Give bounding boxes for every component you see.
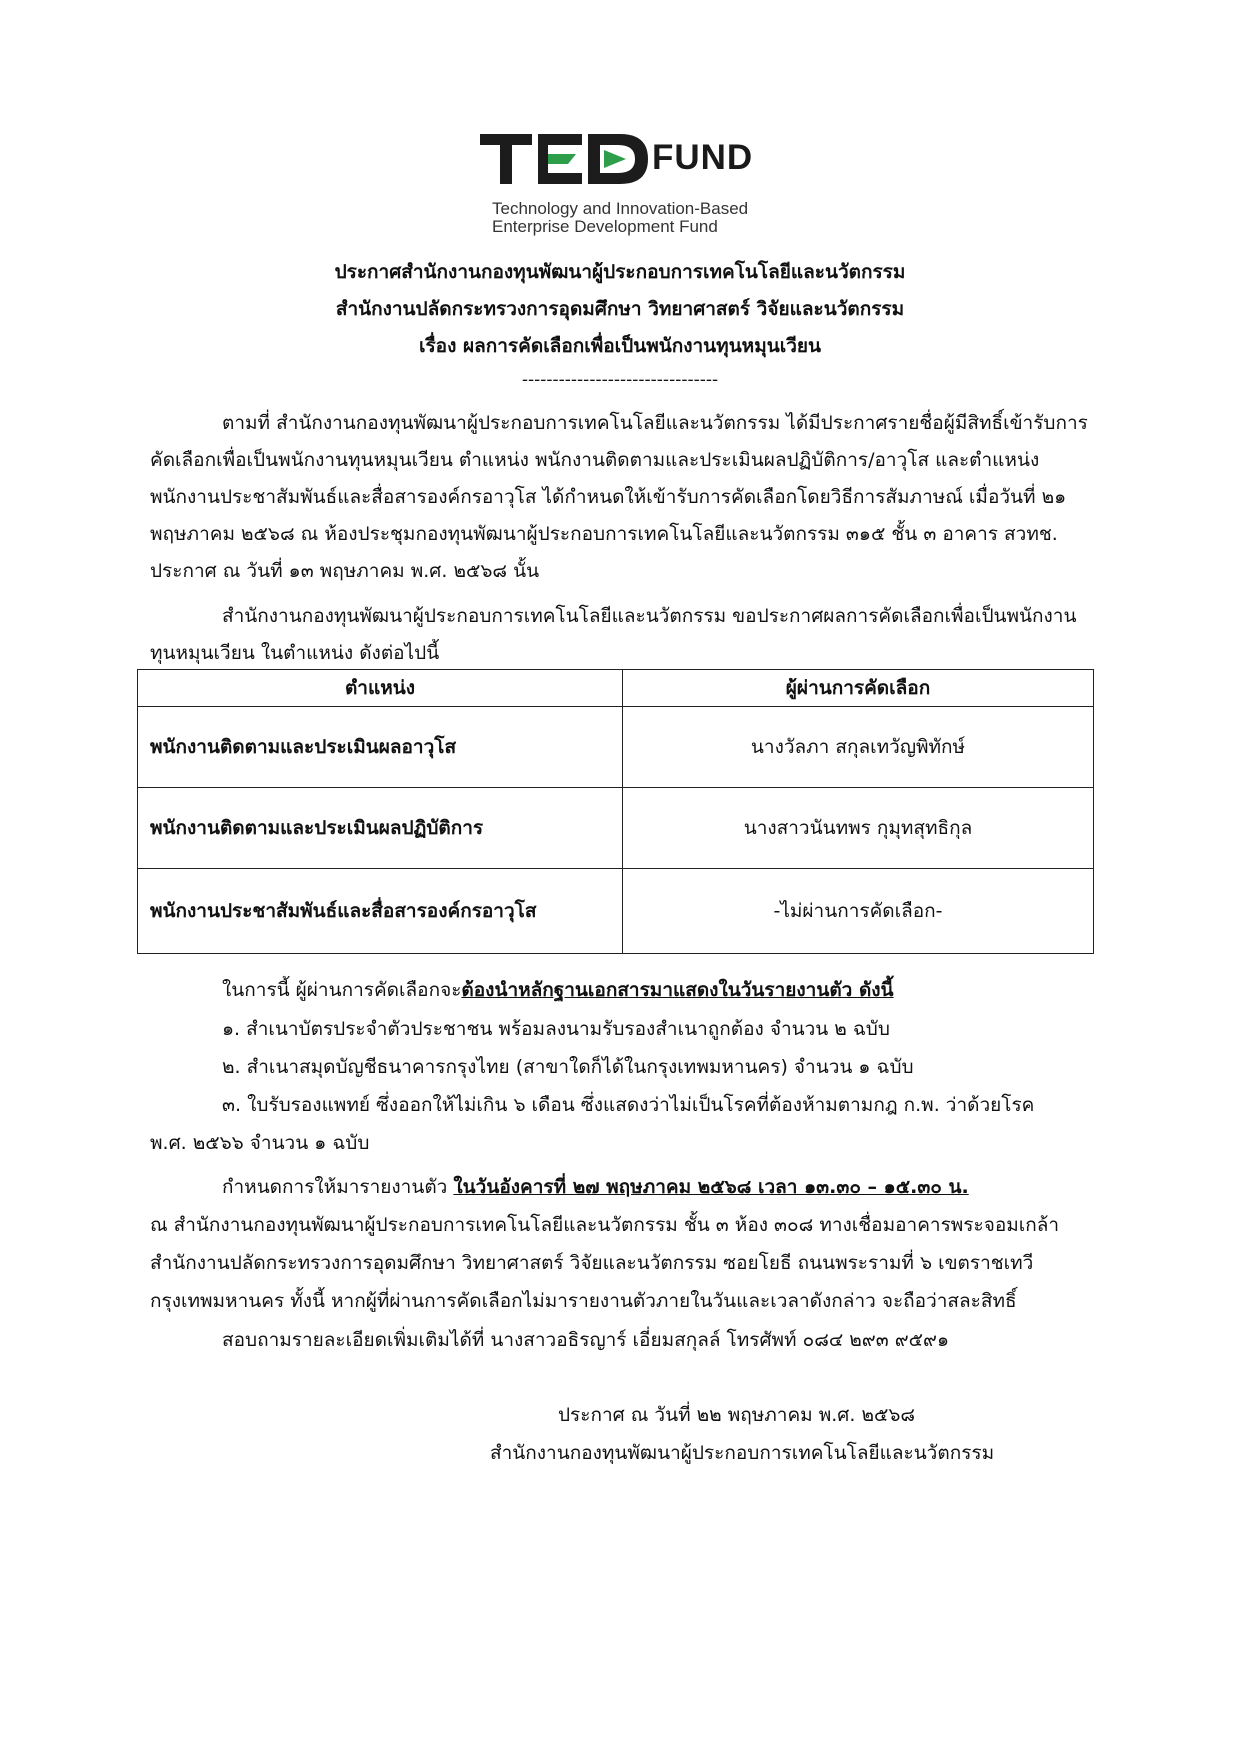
requirements-lead: [222, 975, 894, 1005]
subject-line: เรื่อง ผลการคัดเลือกเพื่อเป็นพนักงานทุนหมุนเวียน: [418, 335, 821, 357]
announcement-date: ประกาศ ณ วันที่ ๒๒ พฤษภาคม พ.ศ. ๒๕๖๘: [558, 1404, 916, 1426]
position-cell: พนักงานติดตามและประเมินผลปฏิบัติการ: [138, 788, 623, 869]
result-cell: นางวัลภา สกุลเทวัญพิทักษ์: [623, 707, 1094, 788]
logo-fund-text: FUND: [652, 138, 754, 177]
contact-line: สอบถามรายละเอียดเพิ่มเติมได้ที่ นางสาวอธิรญาร์ เอี่ยมสกุลล์ โทรศัพท์ ๐๘๔ ๒๙๓ ๙๕๙๑: [222, 1329, 950, 1351]
heading-divider: --------------------------------: [521, 370, 719, 390]
intro-paragraph-2-text: สำนักงานกองทุนพัฒนาผู้ประกอบการเทคโนโลยีและนวัตกรรม ขอประกาศผลการคัดเลือกเพื่อเป็นพนักงานทุนหมุนเวียน ในตำแหน่ง ดังต่อไปนี้: [150, 605, 1077, 664]
requirements-lead-text: ในการนี้ ผู้ผ่านการคัดเลือกจะ: [222, 979, 462, 1001]
requirement-item-2: ๒. สำเนาสมุดบัญชีธนาคารกรุงไทย (สาขาใดก็ได้ในกรุงเทพมหานคร) จำนวน ๑ ฉบับ: [222, 1056, 914, 1078]
announcement-title: ประกาศสำนักงานกองทุนพัฒนาผู้ประกอบการเทคโนโลยีและนวัตกรรม: [334, 261, 906, 283]
report-location-line: ณ สำนักงานกองทุนพัฒนาผู้ประกอบการเทคโนโลยีและนวัตกรรม ชั้น ๓ ห้อง ๓๐๘ ทางเชื่อมอาคารพระจอมเกล้า: [150, 1214, 1060, 1236]
table-header-row: [138, 670, 1094, 707]
column-header-result: ผู้ผ่านการคัดเลือก: [623, 670, 1094, 707]
table-row: [138, 707, 1094, 788]
report-address-line: สำนักงานปลัดกระทรวงการอุดมศึกษา วิทยาศาสตร์ วิจัยและนวัตกรรม ซอยโยธี ถนนพระรามที่ ๖ เขตราชเทวี: [150, 1252, 1034, 1274]
intro-paragraph-1: [150, 405, 1090, 590]
ted-wordmark-icon: [480, 130, 650, 188]
requirement-item-3: ๓. ใบรับรองแพทย์ ซึ่งออกให้ไม่เกิน ๖ เดือน ซึ่งแสดงว่าไม่เป็นโรคที่ต้องห้ามตามกฎ ก.พ. ว่าด้วยโรค: [222, 1094, 1035, 1116]
position-cell: พนักงานประชาสัมพันธ์และสื่อสารองค์กรอาวุโส: [138, 869, 623, 954]
column-header-position: ตำแหน่ง: [138, 670, 623, 707]
issuing-office: สำนักงานกองทุนพัฒนาผู้ประกอบการเทคโนโลยีและนวัตกรรม: [490, 1442, 995, 1464]
requirement-item-1: ๑. สำเนาบัตรประจำตัวประชาชน พร้อมลงนามรับรองสำเนาถูกต้อง จำนวน ๒ ฉบับ: [222, 1018, 890, 1040]
ministry-line: สำนักงานปลัดกระทรวงการอุดมศึกษา วิทยาศาสตร์ วิจัยและนวัตกรรม: [335, 298, 905, 320]
requirement-item-3-cont: พ.ศ. ๒๕๖๖ จำนวน ๑ ฉบับ: [150, 1132, 370, 1154]
position-cell: พนักงานติดตามและประเมินผลอาวุโส: [138, 707, 623, 788]
intro-paragraph-2: [150, 598, 1090, 672]
ted-fund-logo: [480, 130, 780, 240]
report-date-time: ในวันอังคารที่ ๒๗ พฤษภาคม ๒๕๖๘ เวลา ๑๓.๓๐ – ๑๕.๓๐ น.: [453, 1176, 969, 1198]
intro-paragraph-1-text: ตามที่ สำนักงานกองทุนพัฒนาผู้ประกอบการเทคโนโลยีและนวัตกรรม ได้มีประกาศรายชื่อผู้มีสิทธิ์เข้ารับการคัดเลือกเพื่อเป็นพนักงานทุนหมุนเวียน ตำแหน่ง พนักงานติดตามและประเมินผลปฏิบัติการ/อาวุโส และตำแหน่ง พนักงานประชาสัมพันธ์และสื่อสารองค์กรอาวุโส ได้กำหนดให้เข้ารับการคัดเลือกโดยวิธีการสัมภาษณ์ เมื่อวันที่ ๒๑ พฤษภาคม ๒๕๖๘ ณ ห้องประชุมกองทุนพัฒนาผู้ประกอบการเทคโนโลยีและนวัตกรรม ๓๑๕ ชั้น ๓ อาคาร สวทช. ประกาศ ณ วันที่ ๑๓ พฤษภาคม พ.ศ. ๒๕๖๘ นั้น: [150, 412, 1088, 582]
result-cell: -ไม่ผ่านการคัดเลือก-: [623, 869, 1094, 954]
report-waiver-line: กรุงเทพมหานคร ทั้งนี้ หากผู้ที่ผ่านการคัดเลือกไม่มารายงานตัวภายในวันและเวลาดังกล่าว จะถือว่าสละสิทธิ์: [150, 1290, 1017, 1312]
result-cell: นางสาวนันทพร กุมุทสุทธิกุล: [623, 788, 1094, 869]
results-table: [137, 669, 1094, 954]
report-schedule: [222, 1172, 969, 1202]
logo-subtitle: [492, 200, 748, 236]
logo-subtitle-line1: Technology and Innovation-Based: [492, 199, 749, 218]
requirements-emphasis: ต้องนำหลักฐานเอกสารมาแสดงในวันรายงานตัว ดังนี้: [461, 979, 894, 1001]
table-row: [138, 788, 1094, 869]
report-lead-text: กำหนดการให้มารายงานตัว: [222, 1176, 454, 1198]
logo-subtitle-line2: Enterprise Development Fund: [492, 217, 718, 236]
table-row: [138, 869, 1094, 954]
